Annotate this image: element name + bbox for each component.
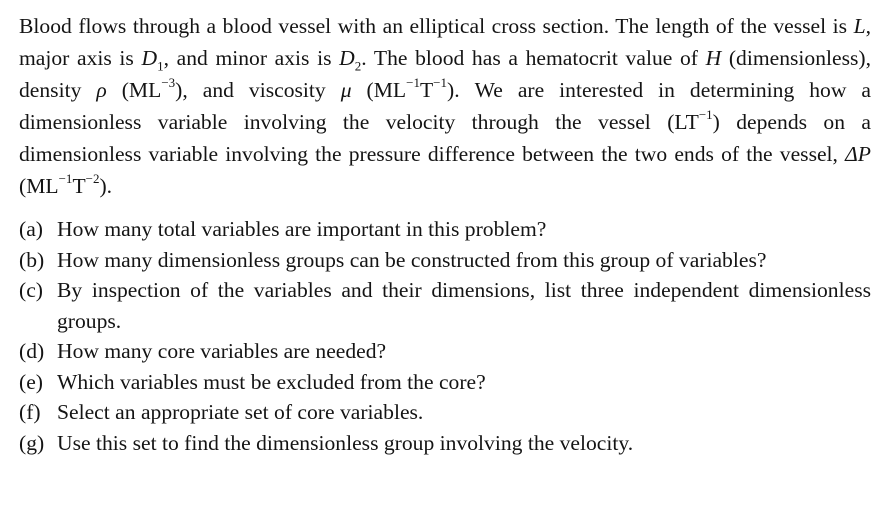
question-label: (b): [19, 247, 45, 272]
exponent: −3: [161, 74, 176, 90]
var-hematocrit: H: [705, 46, 722, 70]
question-item: [19, 336, 871, 367]
statement-text: ).: [99, 174, 113, 198]
subscript: 1: [157, 58, 164, 74]
var-viscosity: μ: [340, 78, 352, 102]
question-text: Use this set to find the dimensionless group involving the velocity.: [57, 430, 634, 455]
question-list: [19, 214, 871, 458]
question-item: [19, 275, 871, 336]
var-pressure-difference: ΔP: [845, 142, 871, 166]
problem-page: [19, 10, 871, 458]
question-item: [19, 245, 871, 276]
question-label: (f): [19, 400, 41, 424]
statement-text: . The blood has a hematocrit value of: [361, 46, 706, 70]
statement-text: Blood flows through a blood vessel with an elliptical cross section. The length of the vessel is: [19, 14, 854, 38]
statement-text: (ML: [19, 174, 59, 198]
var-minor-axis: D: [339, 46, 355, 70]
question-item: [19, 428, 871, 459]
question-label: (g): [19, 430, 45, 455]
exponent: −2: [85, 170, 100, 186]
statement-text: (ML: [351, 78, 407, 102]
statement-text: ). We are interested in determining how a dimensionless variable involving the velocity through the vessel (LT: [19, 78, 871, 134]
var-major-axis: D: [141, 46, 158, 70]
exponent: −1: [433, 74, 448, 90]
question-label: (e): [19, 369, 43, 394]
question-text: How many core variables are needed?: [57, 339, 387, 363]
statement-text: ), and viscosity: [175, 78, 341, 102]
question-text: How many dimensionless groups can be constructed from this group of variables?: [57, 247, 767, 272]
question-text: Which variables must be excluded from the core?: [57, 369, 486, 394]
exponent: −1: [406, 74, 420, 90]
question-label: (d): [19, 339, 45, 363]
question-item: [19, 214, 871, 245]
question-label: (a): [19, 217, 43, 241]
subscript: 2: [354, 58, 362, 74]
exponent: −1: [58, 170, 73, 186]
var-length: L: [853, 14, 866, 38]
question-text: How many total variables are important in this problem?: [57, 217, 547, 241]
statement-text: ) depends on a dimensionless variable involving the pressure difference between the two ends of the vessel,: [19, 110, 872, 166]
var-density: ρ: [96, 78, 107, 102]
question-item: [19, 397, 871, 428]
question-label: (c): [19, 278, 43, 302]
question-item: [19, 367, 871, 398]
statement-text: (dimensionless), density: [19, 46, 871, 102]
statement-text: (ML: [106, 78, 162, 102]
statement-text: , major axis is: [19, 14, 871, 70]
statement-text: T: [72, 174, 86, 198]
question-text: By inspection of the variables and their dimensions, list three independent dimensionless groups.: [57, 278, 871, 333]
statement-text: T: [419, 78, 434, 102]
question-text: Select an appropriate set of core variables.: [57, 400, 424, 424]
problem-statement: [19, 10, 871, 202]
exponent: −1: [698, 106, 713, 122]
statement-text: , and minor axis is: [163, 46, 340, 70]
